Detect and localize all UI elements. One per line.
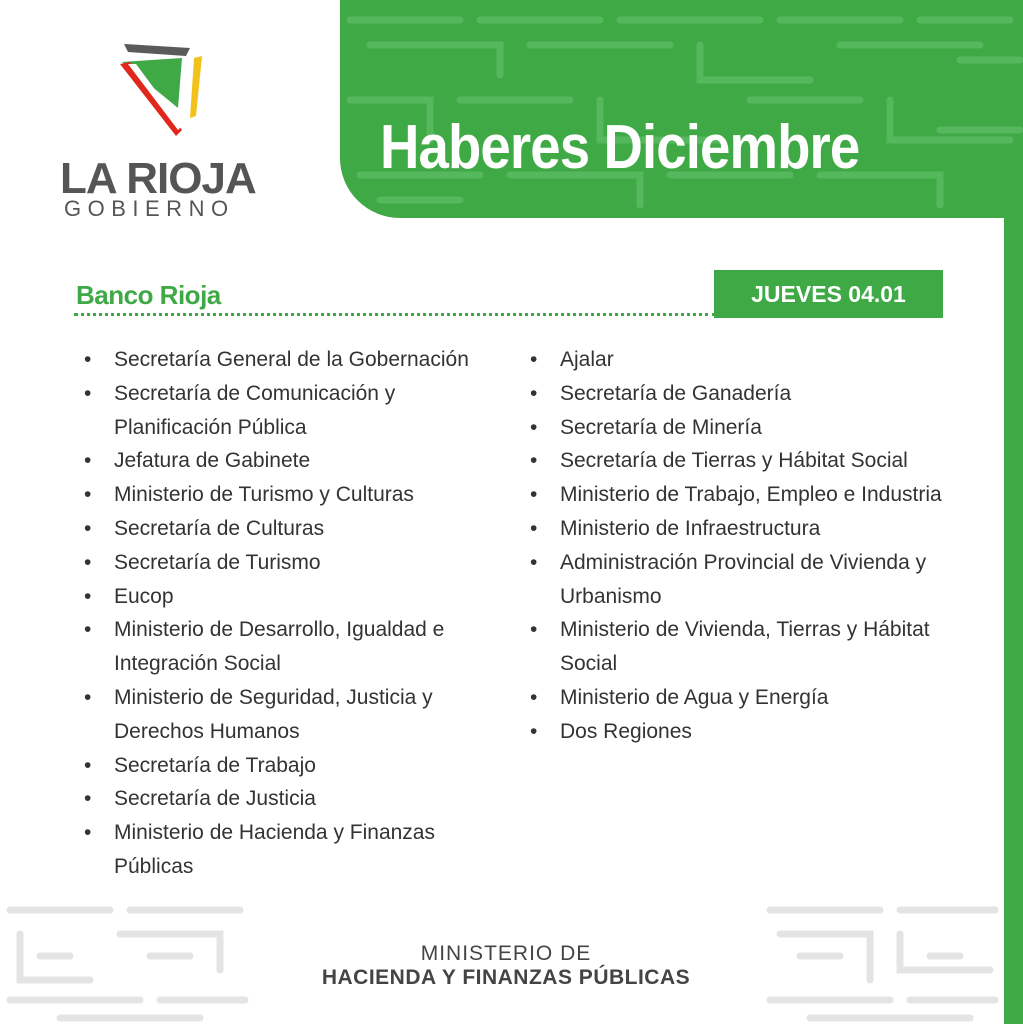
list-item: • Secretaría de Comunicación y Planificación Pública: [84, 377, 504, 445]
list-item: • Ajalar: [530, 343, 950, 377]
footer-pattern-right: [760, 900, 1004, 1024]
list-item: • Secretaría General de la Gobernación: [84, 343, 504, 377]
dotted-divider: [74, 313, 716, 316]
list-item: • Secretaría de Justicia: [84, 782, 504, 816]
list-item: • Ministerio de Trabajo, Empleo e Industria: [530, 478, 950, 512]
footer-line-2: HACIENDA Y FINANZAS PÚBLICAS: [321, 966, 691, 989]
footer-line-1: MINISTERIO DE: [420, 942, 592, 965]
list-item: • Administración Provincial de Vivienda y Urbanismo: [530, 546, 950, 614]
la-rioja-logo: [60, 36, 280, 226]
date-badge: JUEVES 04.01: [714, 270, 943, 318]
list-item: • Secretaría de Minería: [530, 411, 950, 445]
list-item: • Ministerio de Seguridad, Justicia y Derechos Humanos: [84, 681, 504, 749]
list-item: • Eucop: [84, 580, 504, 614]
list-item: • Ministerio de Hacienda y Finanzas Públicas: [84, 816, 504, 884]
list-item: • Ministerio de Infraestructura: [530, 512, 950, 546]
header-pattern: [340, 0, 1023, 218]
list-item: • Ministerio de Agua y Energía: [530, 681, 950, 715]
list-item: • Dos Regiones: [530, 715, 950, 749]
header-banner: [340, 0, 1023, 218]
la-rioja-emblem-icon: [120, 38, 210, 142]
left-agency-list: [84, 343, 504, 884]
list-item: • Secretaría de Ganadería: [530, 377, 950, 411]
list-item: • Ministerio de Turismo y Culturas: [84, 478, 504, 512]
bank-label: Banco Rioja: [76, 280, 221, 310]
logo-name: LA RIOJA: [60, 154, 256, 203]
footer-ministry: [256, 942, 756, 990]
right-accent-strip: [1004, 218, 1023, 1024]
page-title: Haberes Diciembre: [380, 113, 860, 182]
list-item: • Secretaría de Culturas: [84, 512, 504, 546]
footer-pattern-left: [0, 900, 255, 1024]
list-item: • Secretaría de Tierras y Hábitat Social: [530, 444, 950, 478]
list-item: • Ministerio de Desarrollo, Igualdad e Integración Social: [84, 613, 504, 681]
right-agency-list: [530, 343, 950, 749]
logo-subtitle: GOBIERNO: [64, 196, 235, 221]
list-item: • Secretaría de Trabajo: [84, 749, 504, 783]
list-item: • Ministerio de Vivienda, Tierras y Hábitat Social: [530, 613, 950, 681]
list-item: • Jefatura de Gabinete: [84, 444, 504, 478]
list-item: • Secretaría de Turismo: [84, 546, 504, 580]
